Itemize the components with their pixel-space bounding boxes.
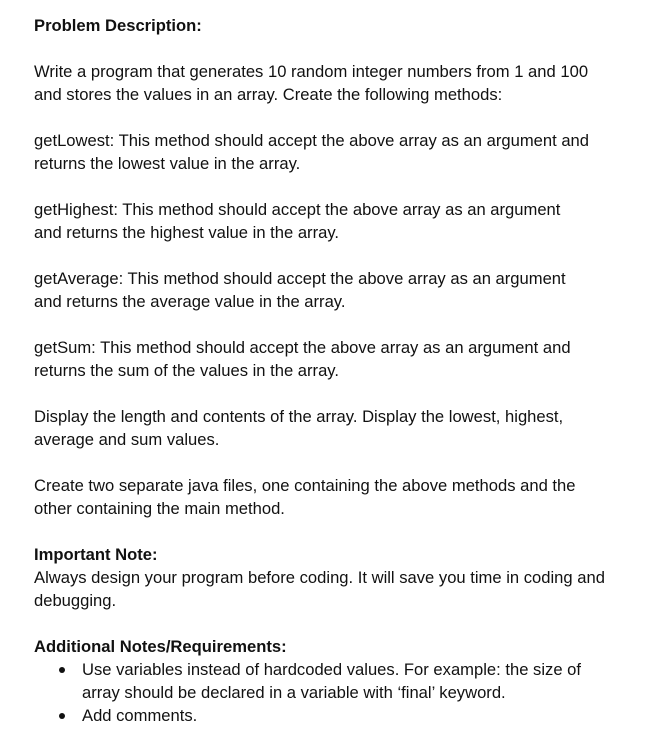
additional-notes-list xyxy=(34,658,627,727)
important-note-heading: Important Note: xyxy=(34,545,158,564)
spacer xyxy=(34,451,627,474)
display-instructions: Display the length and contents of the array. Display the lowest, highest, average and sum values. xyxy=(34,407,564,449)
spacer xyxy=(34,175,627,198)
method-get-average: getAverage: This method should accept the above array as an argument and returns the average value in the array. xyxy=(34,269,566,311)
method-get-lowest: getLowest: This method should accept the above array as an argument and returns the lowest value in the array. xyxy=(34,131,590,173)
bullet-icon xyxy=(59,667,65,673)
problem-intro: Write a program that generates 10 random integer numbers from 1 and 100 and stores the values in an array. Create the following methods: xyxy=(34,62,589,104)
spacer xyxy=(34,382,627,405)
bullet-icon xyxy=(59,713,65,719)
additional-notes-heading: Additional Notes/Requirements: xyxy=(34,637,287,656)
list-item xyxy=(56,704,627,727)
note-comments: Add comments. xyxy=(82,706,198,725)
spacer xyxy=(34,612,627,635)
method-get-sum: getSum: This method should accept the above array as an argument and returns the sum of the values in the array. xyxy=(34,338,571,380)
spacer xyxy=(34,106,627,129)
list-item xyxy=(56,658,602,704)
spacer xyxy=(34,313,627,336)
files-instructions: Create two separate java files, one containing the above methods and the other containing the main method. xyxy=(34,476,576,518)
important-note-text: Always design your program before coding. It will save you time in coding and debugging. xyxy=(34,568,605,610)
note-variables: Use variables instead of hardcoded values. For example: the size of array should be declared in a variable with ‘final’ keyword. xyxy=(82,660,582,702)
method-get-highest: getHighest: This method should accept the above array as an argument and returns the highest value in the array. xyxy=(34,200,561,242)
spacer xyxy=(34,37,627,60)
spacer xyxy=(34,244,627,267)
problem-description-heading: Problem Description: xyxy=(34,16,202,35)
spacer xyxy=(34,520,627,543)
